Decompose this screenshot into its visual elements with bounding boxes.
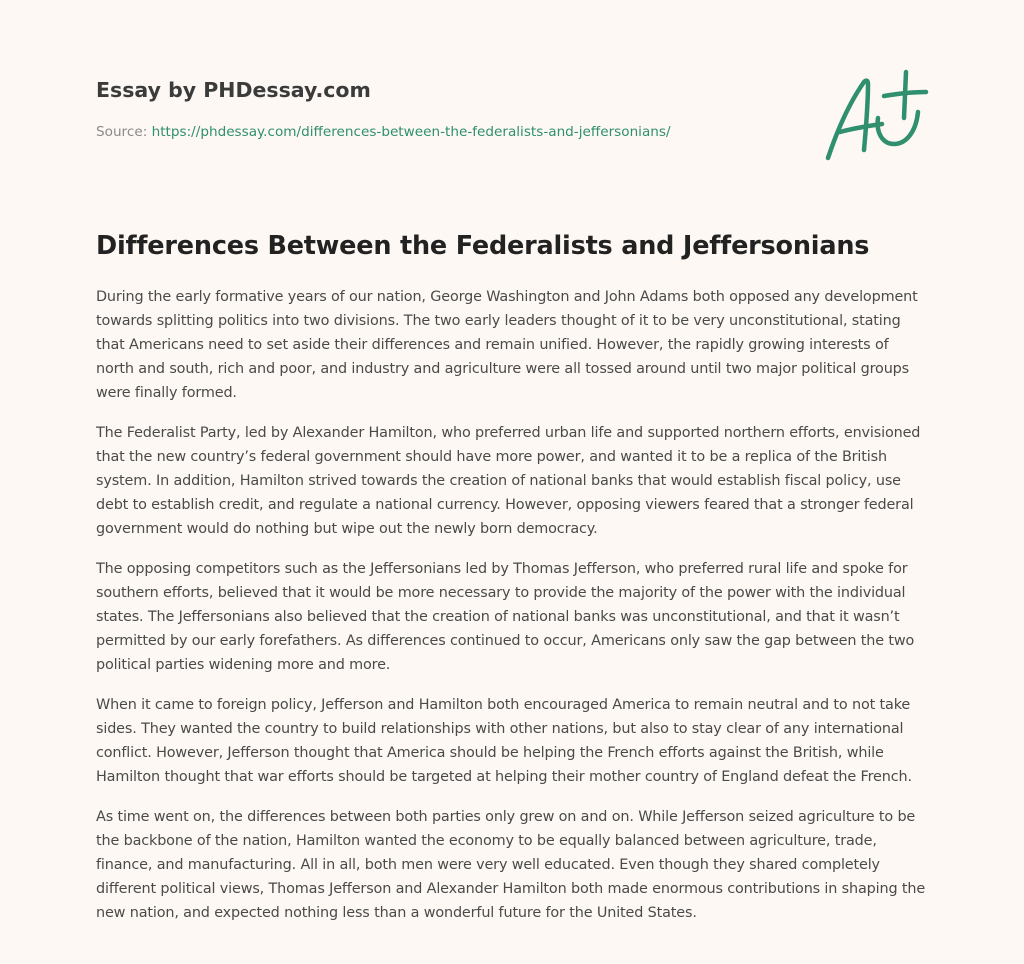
source-label: Source: bbox=[96, 124, 152, 140]
page-header bbox=[96, 76, 796, 142]
essay-paragraph: The opposing competitors such as the Jeffersonians led by Thomas Jefferson, who preferred rural life and spoke for southern efforts, believed that it would be more necessary to provide the majority of the power with the individual states. The Jeffersonians also believed that the creation of national banks was unconstitutional, and that it wasn’t permitted by our early forefathers. As differences continued to occur, Americans only saw the gap between the two political parties widening more and more. bbox=[96, 561, 915, 673]
site-title: Essay by PHDessay.com bbox=[96, 78, 371, 102]
essay-paragraph: The Federalist Party, led by Alexander Hamilton, who preferred urban life and supported northern efforts, envisioned that the new country’s federal government should have more power, and wanted it to be a replica of the British system. In addition, Hamilton strived towards the creation of national banks that would establish fiscal policy, use debt to establish credit, and regulate a national currency. However, opposing viewers feared that a stronger federal government would do nothing but wipe out the newly born democracy. bbox=[96, 425, 921, 537]
source-line bbox=[96, 122, 796, 142]
essay-title: Differences Between the Federalists and Jeffersonians bbox=[96, 231, 870, 261]
essay-paragraph: When it came to foreign policy, Jefferson and Hamilton both encouraged America to remain neutral and to not take sides. They wanted the country to build relationships with other nations, but also to stay clear of any international conflict. However, Jefferson thought that America should be helping the French efforts against the British, while Hamilton thought that war efforts should be targeted at helping their mother country of England defeat the French. bbox=[96, 697, 912, 785]
essay-body bbox=[96, 285, 928, 941]
source-link[interactable]: https://phdessay.com/differences-between-the-federalists-and-jeffersonians/ bbox=[151, 124, 671, 140]
a-plus-grade-icon bbox=[820, 66, 932, 166]
essay-paragraph: During the early formative years of our nation, George Washington and John Adams both opposed any development towards splitting politics into two divisions. The two early leaders thought of it to be very unconstitutional, stating that Americans need to set aside their differences and remain unified. However, the rapidly growing interests of north and south, rich and poor, and industry and agriculture were all tossed around until two major political groups were finally formed. bbox=[96, 289, 918, 401]
essay-paragraph: As time went on, the differences between both parties only grew on and on. While Jefferson seized agriculture to be the backbone of the nation, Hamilton wanted the economy to be equally balanced between agriculture, trade, finance, and manufacturing. All in all, both men were very well educated. Even though they shared completely different political views, Thomas Jefferson and Alexander Hamilton both made enormous contributions in shaping the new nation, and expected nothing less than a wonderful future for the United States. bbox=[96, 809, 926, 921]
